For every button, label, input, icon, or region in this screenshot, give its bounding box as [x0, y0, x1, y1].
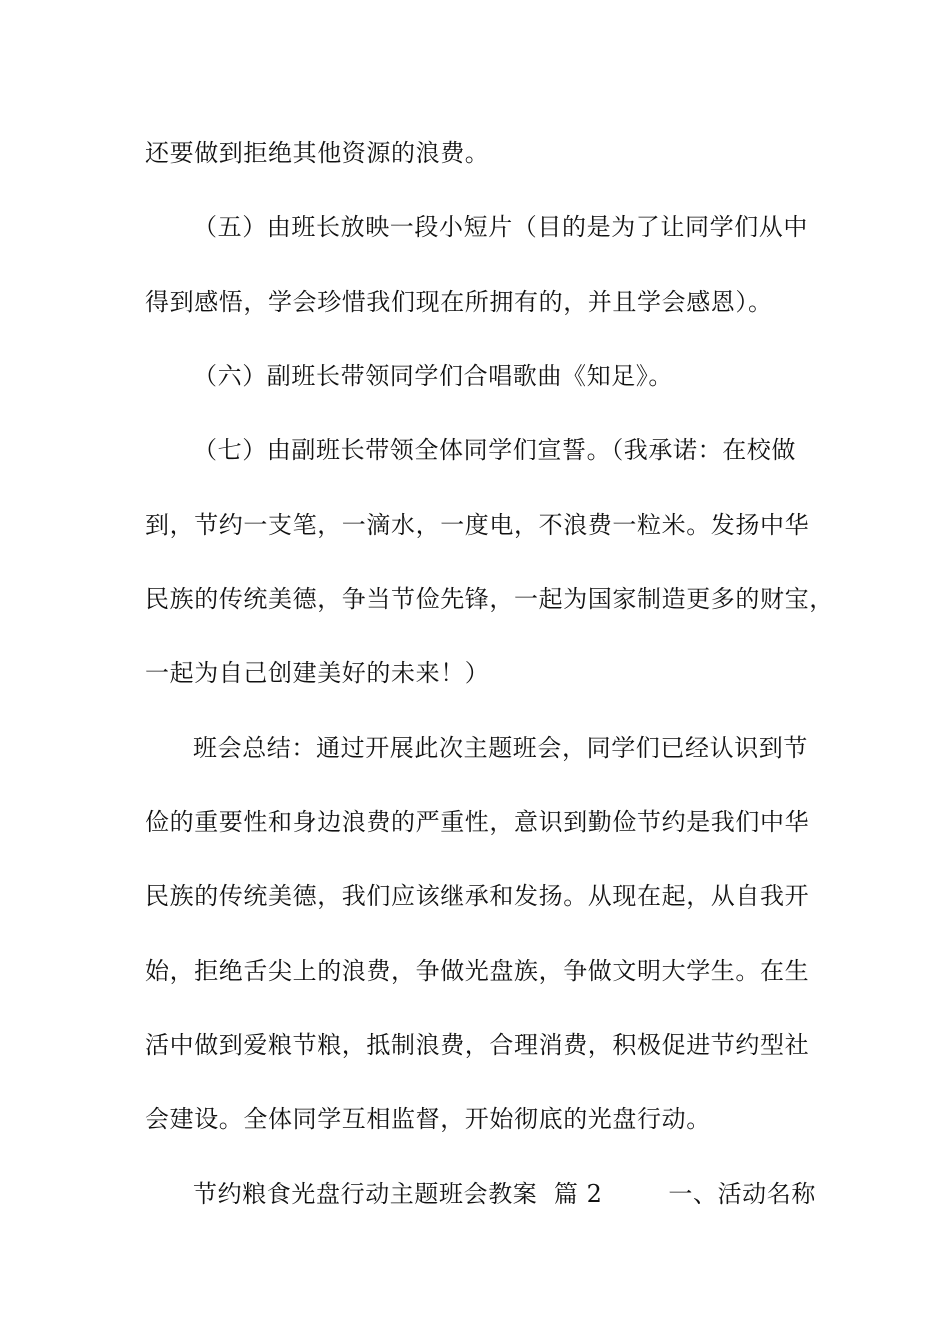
text-line-13: 活中做到爱粮节粮，抵制浪费，合理消费，积极促进节约型社: [145, 1031, 810, 1059]
text-line-4: （六）副班长带领同学们合唱歌曲《知足》。: [193, 362, 673, 390]
text-line-7: 民族的传统美德，争当节俭先锋，一起为国家制造更多的财宝，: [145, 585, 834, 613]
text-line-10: 俭的重要性和身边浪费的严重性，意识到勤俭节约是我们中华: [145, 808, 810, 836]
text-line-8: 一起为自己创建美好的未来！）: [145, 659, 490, 687]
section-heading-line: 节约粮食光盘行动主题班会教案 篇 2 一、活动名称: [193, 1180, 816, 1208]
text-line-12: 始，拒绝舌尖上的浪费，争做光盘族，争做文明大学生。在生: [145, 957, 810, 985]
text-line-6: 到，节约一支笔，一滴水，一度电，不浪费一粒米。发扬中华: [145, 511, 810, 539]
text-line-2: （五）由班长放映一段小短片（目的是为了让同学们从中: [193, 213, 808, 241]
text-line-9: 班会总结：通过开展此次主题班会，同学们已经认识到节: [193, 734, 808, 762]
text-line-11: 民族的传统美德，我们应该继承和发扬。从现在起，从自我开: [145, 882, 810, 910]
text-line-3: 得到感悟，学会珍惜我们现在所拥有的，并且学会感恩）。: [145, 288, 773, 316]
text-line-14: 会建设。全体同学互相监督，开始彻底的光盘行动。: [145, 1105, 711, 1133]
text-line-5: （七）由副班长带领全体同学们宣誓。（我承诺：在校做: [193, 436, 796, 464]
text-line-1: 还要做到拒绝其他资源的浪费。: [145, 139, 490, 167]
